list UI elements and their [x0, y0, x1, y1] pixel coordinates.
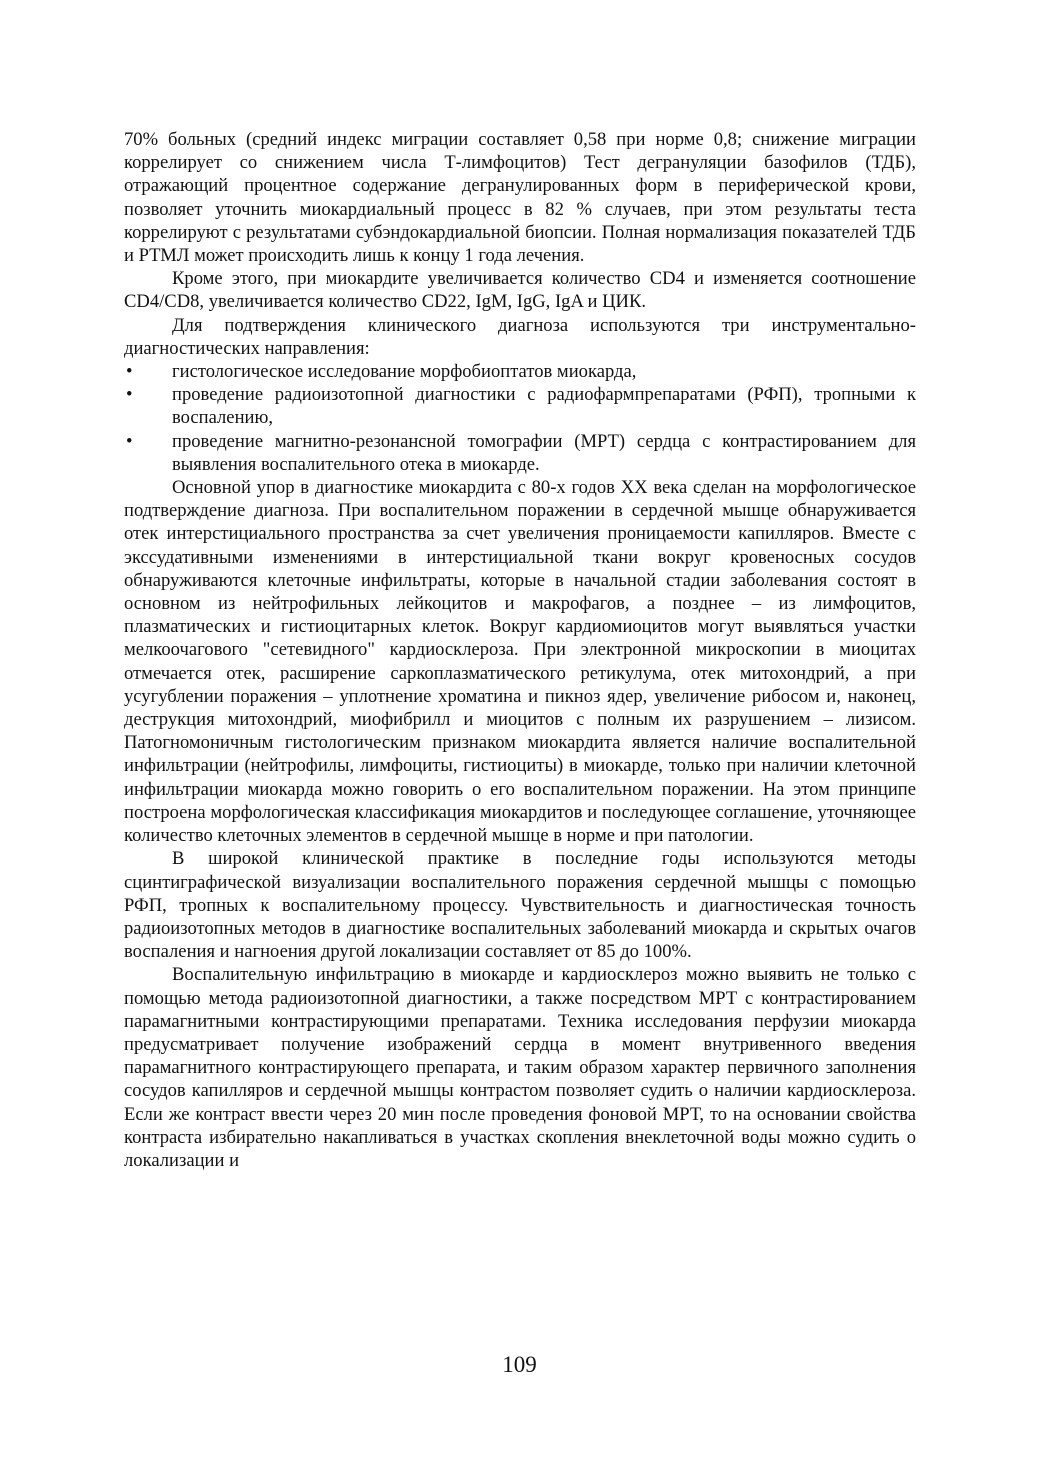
paragraph-4: Основной упор в диагностике миокардита с 80-х годов XX века сделан на морфологическое подтверждение диагноза. При воспалительном поражении в сердечной мышце обнаруживается отек интерстициального пространства за счет увеличения проницаемости капилляров. Вместе с экссудативными изменениями в интерстициальной ткани вокруг кровеносных сосудов обнаруживаются клеточные инфильтраты, которые в начальной стадии заболевания состоят в основном из нейтрофильных лейкоцитов и макрофагов, а позднее – из лимфоцитов, плазматических и гистиоцитарных клеток. Вокруг кардиомиоцитов могут выявляться участки мелкоочагового "сетевидного" кардиосклероза. При электронной микроскопии в миоцитах отмечается отек, расширение саркоплазматического ретикулума, отек митохондрий, а при усугублении поражения – уплотнение хроматина и пикноз ядер, увеличение рибосом и, наконец, деструкция митохондрий, миофибрилл и миоцитов с полным их разрушением – лизисом. Патогномоничным гистологическим признаком миокардита является наличие воспалительной инфильтрации (нейтрофилы, лимфоциты, гистиоциты) в миокарде, только при наличии клеточной инфильтрации миокарда можно говорить о его воспалительном поражении. На этом принципе построена морфологическая классификация миокардитов и последующее соглашение, уточняющее количество клеточных элементов в сердечной мышце в норме и при патологии. [124, 477, 916, 847]
bullet-list [124, 360, 916, 476]
paragraph-3: Для подтверждения клинического диагноза используются три инструментально-диагностических направления: [124, 314, 916, 359]
bullet-item: • гистологическое исследование морфобиоптатов миокарда, [124, 360, 916, 383]
paragraph-2: Кроме этого, при миокардите увеличивается количество CD4 и изменяется соотношение CD4/CD8, увеличивается количество CD22, IgM, IgG, IgA и ЦИК. [124, 268, 916, 313]
page-number: 109 [502, 1352, 537, 1377]
paragraph-5: В широкой клинической практике в последние годы используются методы сцинтиграфической визуализации воспалительного поражения сердечной мышцы с помощью РФП, тропных к воспалительному процессу. Чувствительность и диагностическая точность радиоизотопных методов в диагностике воспалительных заболеваний миокарда и скрытых очагов воспаления и нагноения другой локализации составляет от 85 до 100%. [124, 848, 916, 963]
body-text [124, 128, 916, 1172]
paragraph-6: Воспалительную инфильтрацию в миокарде и кардиосклероз можно выявить не только с помощью метода радиоизотопной диагностики, а также посредством МРТ с контрастированием парамагнитными контрастирующими препаратами. Техника исследования перфузии миокарда предусматривает получение изображений сердца в момент внутривенного введения парамагнитного контрастирующего препарата, и таким образом характер первичного заполнения сосудов капилляров и сердечной мышцы контрастом позволяет судить о наличии кардиосклероза. Если же контраст ввести через 20 мин после проведения фоновой МРТ, то на основании свойства контраста избирательно накапливаться в участках скопления внеклеточной воды можно судить о локализации и [124, 964, 916, 1171]
paragraph-1: 70% больных (средний индекс миграции составляет 0,58 при норме 0,8; снижение миграции коррелирует со снижением числа Т-лимфоцитов) Тест дегрануляции базофилов (ТДБ), отражающий процентное содержание дегранулированных форм в периферической крови, позволяет уточнить миокардиальный процесс в 82 % случаев, при этом результаты теста коррелируют с результатами субэндокардиальной биопсии. Полная нормализация показателей ТДБ и РТМЛ может происходить лишь к концу 1 года лечения. [124, 129, 916, 267]
bullet-item: • проведение радиоизотопной диагностики с радиофармпрепаратами (РФП), тропными к воспалению, [124, 383, 916, 429]
bullet-item: • проведение магнитно-резонансной томографии (МРТ) сердца с контрастированием для выявления воспалительного отека в миокарде. [124, 430, 916, 476]
